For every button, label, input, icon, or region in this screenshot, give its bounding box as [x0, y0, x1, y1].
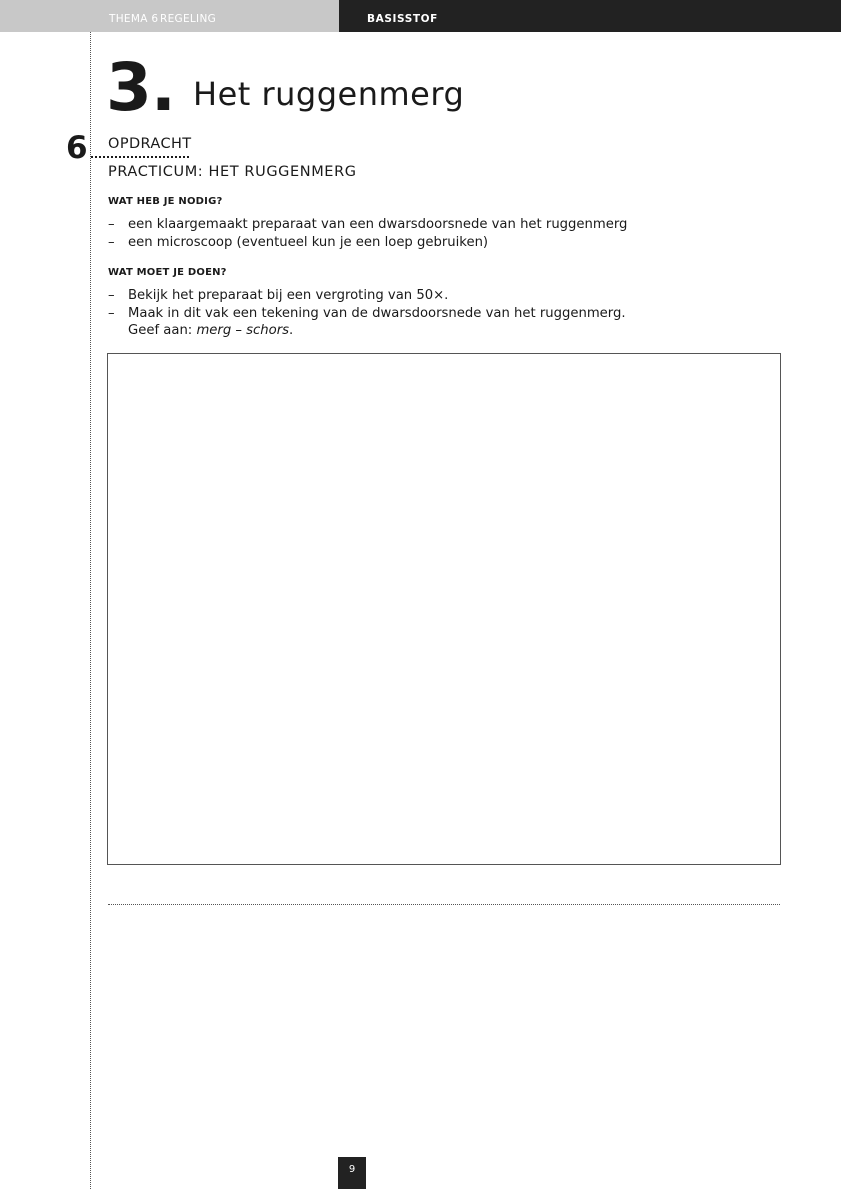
chapter-number: 3. [106, 49, 175, 126]
steps-heading: WAT MOET JE DOEN? [108, 267, 227, 278]
list-item: – Maak in dit vak een tekening van de dwarsdoorsnede van het ruggenmerg. Geef aan: merg – schors. [108, 305, 626, 338]
steps-item-text: Bekijk het preparaat bij een vergroting van 50×. [128, 288, 449, 303]
assignment-label: OPDRACHT [108, 136, 192, 152]
assignment-divider [91, 156, 189, 158]
assignment-number: 6 [66, 130, 88, 166]
indicate-line [128, 322, 626, 340]
list-item: – Bekijk het preparaat bij een vergroting van 50×. [108, 288, 449, 303]
page-number: 9 [338, 1157, 366, 1189]
header-section: BASISSTOF [367, 13, 438, 25]
header-topic: REGELING [160, 13, 217, 25]
needs-item-text: een microscoop (eventueel kun je een loep gebruiken) [128, 234, 489, 250]
needs-item-text: een klaargemaakt preparaat van een dwarsdoorsnede van het ruggenmerg [128, 217, 628, 232]
steps-item-text: Maak in dit vak een tekening van de dwarsdoorsnede van het ruggenmerg. [128, 305, 626, 321]
answer-line[interactable] [108, 904, 780, 905]
chapter-title: Het ruggenmerg [193, 75, 465, 113]
indicate-terms: merg – schors [196, 323, 290, 338]
header-theme: THEMA 6 [109, 13, 159, 25]
assignment-title: PRACTICUM: HET RUGGENMERG [108, 164, 357, 180]
steps-list [108, 287, 626, 340]
drawing-area[interactable] [107, 353, 781, 865]
needs-list [108, 216, 627, 251]
needs-heading: WAT HEB JE NODIG? [108, 196, 223, 207]
list-item: – een microscoop (eventueel kun je een loep gebruiken) [108, 234, 489, 250]
indicate-prefix: Geef aan: [128, 323, 197, 338]
indicate-suffix: . [289, 323, 294, 338]
list-item: – een klaargemaakt preparaat van een dwarsdoorsnede van het ruggenmerg [108, 217, 628, 232]
margin-line [90, 32, 91, 1189]
